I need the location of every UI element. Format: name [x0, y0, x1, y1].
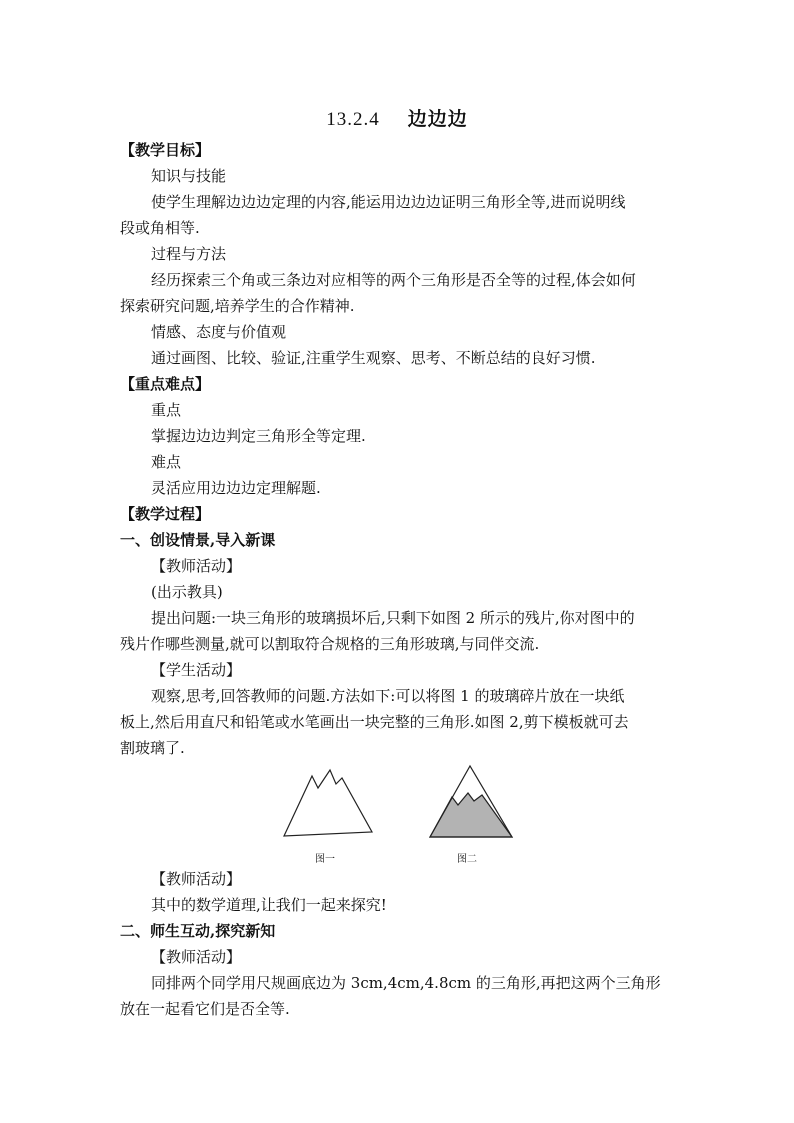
title-number: 13.2.4 [326, 109, 380, 130]
process-text-1: 经历探索三个角或三条边对应相等的两个三角形是否全等的过程,体会如何 [151, 271, 636, 289]
figure-1-caption: 图一 [315, 854, 335, 865]
key-heading: 【重点难点】 [120, 375, 211, 393]
student-activity: 【学生活动】 [151, 661, 242, 679]
key-text: 掌握边边边判定三角形全等定理. [151, 427, 366, 445]
figure-2-completed-triangle [426, 763, 518, 841]
teacher-text-2: 其中的数学道理,让我们一起来探究! [151, 896, 387, 914]
difficult-label: 难点 [151, 453, 182, 471]
part2-heading: 二、师生互动,探究新知 [120, 922, 276, 940]
teacher-activity-3: 【教师活动】 [151, 948, 242, 966]
difficult-text: 灵活应用边边边定理解题. [151, 479, 321, 497]
attitude-heading: 情感、态度与价值观 [151, 323, 287, 341]
knowledge-heading: 知识与技能 [151, 167, 227, 185]
knowledge-text-1: 使学生理解边边边定理的内容,能运用边边边证明三角形全等,进而说明线 [151, 193, 626, 211]
question-text-2: 残片作哪些测量,就可以割取符合规格的三角形玻璃,与同伴交流. [120, 635, 540, 653]
task-text-2: 放在一起看它们是否全等. [120, 1000, 290, 1018]
process2-heading: 【教学过程】 [120, 505, 211, 523]
student-text-1: 观察,思考,回答教师的问题.方法如下:可以将图 1 的玻璃碎片放在一块纸 [151, 687, 625, 705]
page-title [0, 104, 794, 131]
student-text-2: 板上,然后用直尺和铅笔或水笔画出一块完整的三角形.如图 2,剪下模板就可去 [120, 713, 629, 731]
objectives-heading: 【教学目标】 [120, 141, 211, 159]
part1-heading: 一、创设情景,导入新课 [120, 531, 276, 549]
question-text-1: 提出问题:一块三角形的玻璃损坏后,只剩下如图 2 所示的残片,你对图中的 [151, 609, 635, 627]
process-text-2: 探索研究问题,培养学生的合作精神. [120, 297, 355, 315]
title-name: 边边边 [407, 108, 468, 130]
figure-1-glass-fragment [280, 768, 376, 840]
process-heading: 过程与方法 [151, 245, 227, 263]
attitude-text: 通过画图、比较、验证,注重学生观察、思考、不断总结的良好习惯. [151, 349, 596, 367]
figure-2-caption: 图二 [457, 854, 477, 865]
teacher-activity-1: 【教师活动】 [151, 557, 242, 575]
show-tools: (出示教具) [151, 583, 223, 601]
key-label: 重点 [151, 401, 182, 419]
task-text-1: 同排两个同学用尺规画底边为 3cm,4cm,4.8cm 的三角形,再把这两个三角形 [151, 974, 661, 992]
student-text-3: 割玻璃了. [120, 739, 185, 757]
teacher-activity-2: 【教师活动】 [151, 870, 242, 888]
knowledge-text-2: 段或角相等. [120, 219, 200, 237]
